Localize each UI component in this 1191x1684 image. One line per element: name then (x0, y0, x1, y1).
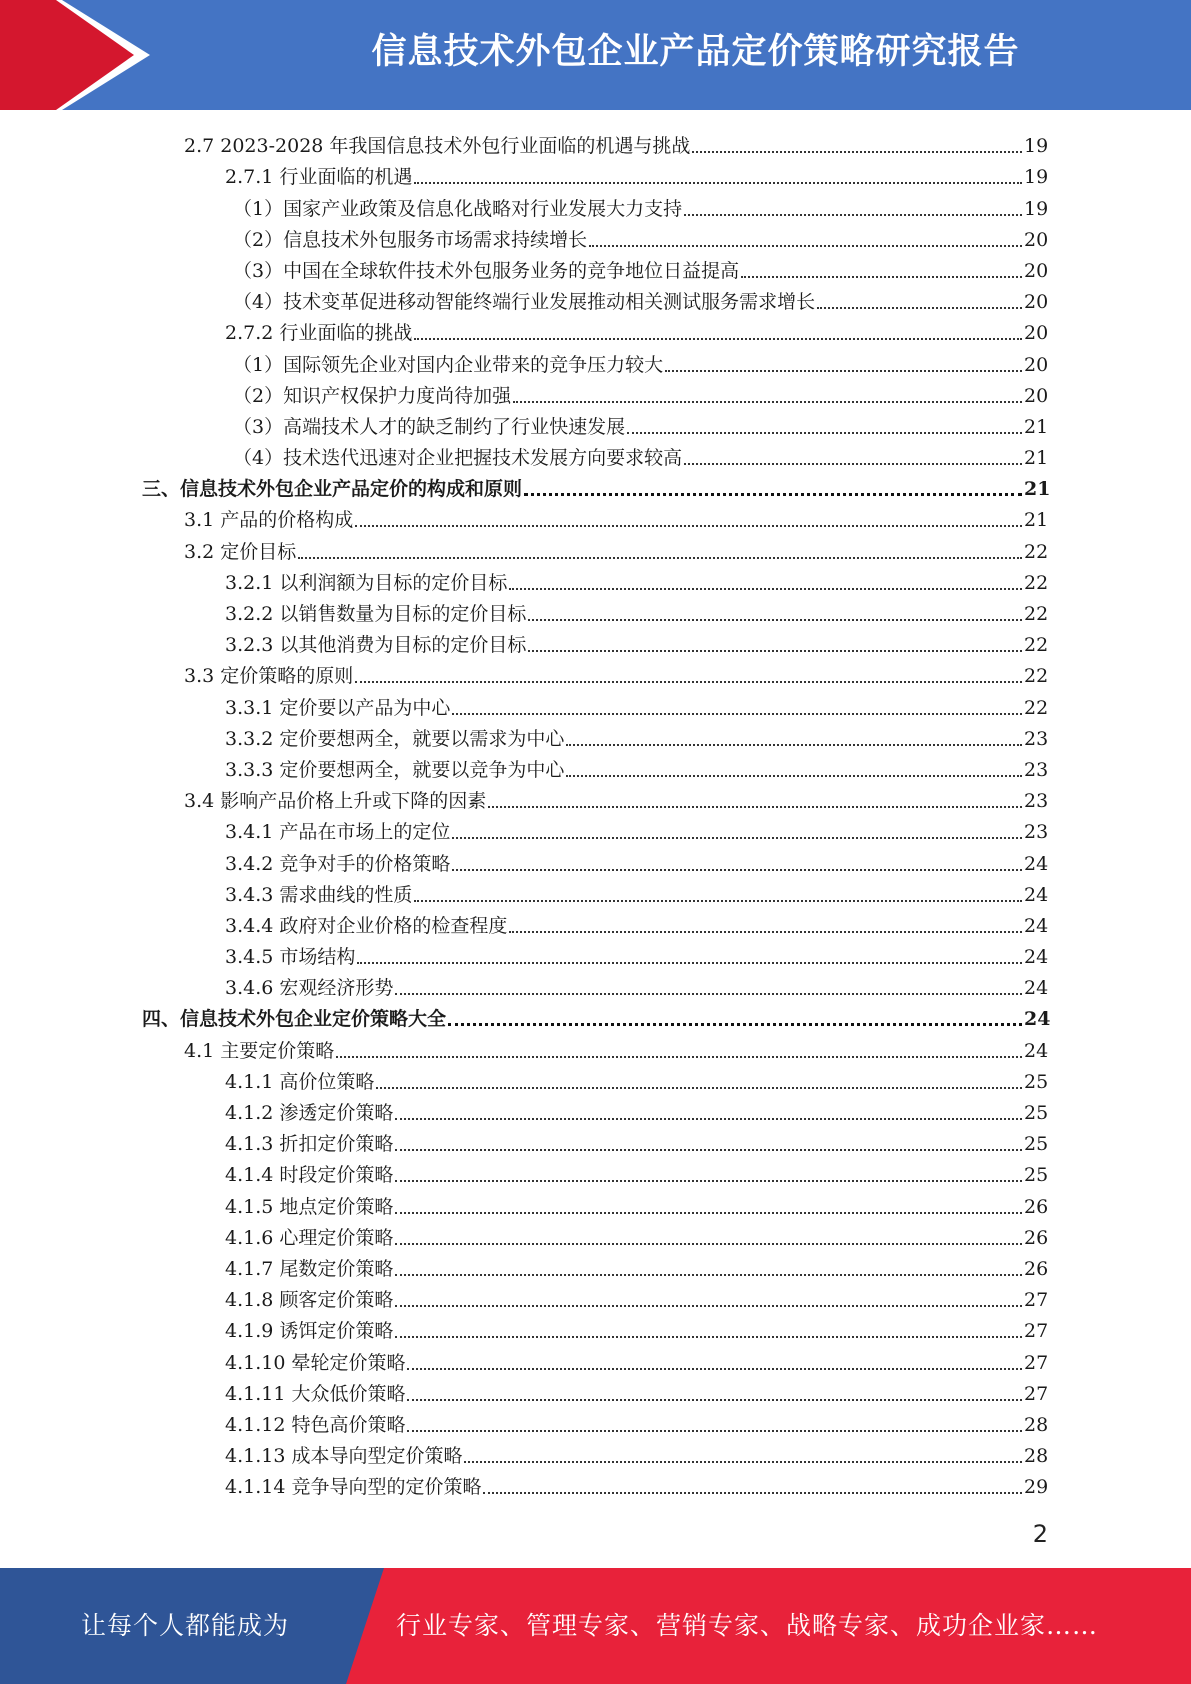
toc-entry-page: 22 (1024, 665, 1049, 688)
toc-entry-page: 27 (1024, 1351, 1049, 1374)
toc-entry[interactable] (0, 221, 1191, 252)
toc-leader-dots (407, 1395, 1022, 1401)
toc-leader-dots (524, 489, 1022, 496)
toc-leader-dots (452, 833, 1022, 839)
toc-entry-title: 3.4.2 竞争对手的价格策略 (225, 852, 451, 875)
toc-entry-title: 4.1.7 尾数定价策略 (225, 1257, 394, 1280)
document-header (0, 0, 1191, 110)
toc-entry[interactable] (0, 1125, 1191, 1156)
toc-entry-page: 20 (1024, 259, 1049, 282)
toc-entry-title: 4.1.5 地点定价策略 (225, 1195, 394, 1218)
toc-entry-page: 19 (1024, 135, 1049, 158)
toc-entry-title: 3.3.2 定价要想两全，就要以需求为中心 (225, 727, 565, 750)
toc-entry[interactable] (0, 626, 1191, 657)
toc-entry[interactable] (0, 1250, 1191, 1281)
toc-entry-title: 2.7.1 行业面临的机遇 (225, 166, 413, 189)
toc-entry-page: 20 (1024, 291, 1049, 314)
toc-entry-page: 27 (1024, 1289, 1049, 1312)
toc-entry-page: 20 (1024, 228, 1049, 251)
toc-leader-dots (566, 771, 1022, 777)
toc-leader-dots (355, 521, 1022, 527)
toc-leader-dots (509, 927, 1022, 933)
footer-slogan: 让每个人都能成为 (80, 1611, 289, 1640)
toc-entry[interactable] (0, 439, 1191, 470)
toc-entry[interactable] (0, 1031, 1191, 1062)
toc-entry-title: （3）高端技术人才的缺乏制约了行业快速发展 (233, 415, 626, 438)
toc-entry[interactable] (0, 1187, 1191, 1218)
toc-entry[interactable] (0, 907, 1191, 938)
toc-entry-title: 4.1.1 高价位策略 (225, 1070, 375, 1093)
toc-entry[interactable] (0, 1219, 1191, 1250)
toc-entry-title: 3.4.1 产品在市场上的定位 (225, 821, 451, 844)
toc-entry-page: 27 (1024, 1320, 1049, 1343)
toc-entry-title: 4.1.13 成本导向型定价策略 (225, 1445, 463, 1468)
toc-entry[interactable] (0, 688, 1191, 719)
toc-leader-dots (448, 1019, 1022, 1026)
toc-entry-page: 20 (1024, 384, 1049, 407)
table-of-contents (0, 127, 1191, 1499)
toc-leader-dots (483, 1488, 1022, 1494)
toc-entry[interactable] (0, 720, 1191, 751)
toc-entry-page: 21 (1024, 509, 1049, 532)
toc-entry-page: 24 (1024, 914, 1049, 937)
toc-entry-title: 4.1.8 顾客定价策略 (225, 1289, 394, 1312)
toc-entry-page: 24 (1024, 977, 1049, 1000)
toc-entry-title: 3.4.6 宏观经济形势 (225, 977, 394, 1000)
toc-entry-page: 23 (1024, 821, 1049, 844)
chevron-arrow-icon (0, 0, 160, 110)
toc-entry-title: （4）技术迭代迅速对企业把握技术发展方向要求较高 (233, 447, 683, 470)
toc-leader-dots (684, 210, 1022, 216)
toc-entry[interactable] (0, 252, 1191, 283)
toc-chapter-entry[interactable] (0, 470, 1191, 501)
toc-leader-dots (665, 366, 1022, 372)
toc-entry-page: 21 (1024, 415, 1049, 438)
toc-leader-dots (464, 1457, 1022, 1463)
toc-entry[interactable] (0, 969, 1191, 1000)
toc-entry[interactable] (0, 1156, 1191, 1187)
toc-entry-page: 23 (1024, 727, 1049, 750)
toc-leader-dots (395, 1176, 1022, 1182)
toc-entry-page: 21 (1024, 478, 1051, 501)
toc-entry-page: 19 (1024, 197, 1049, 220)
toc-entry-title: 3.4 影响产品价格上升或下降的因素 (184, 790, 487, 813)
toc-entry[interactable] (0, 377, 1191, 408)
toc-entry-title: 3.2 定价目标 (184, 540, 297, 563)
toc-entry[interactable] (0, 844, 1191, 875)
toc-entry-title: （1）国际领先企业对国内企业带来的竞争压力较大 (233, 353, 664, 376)
toc-entry-page: 26 (1024, 1226, 1049, 1249)
toc-entry-page: 23 (1024, 758, 1049, 781)
toc-entry[interactable] (0, 314, 1191, 345)
toc-leader-dots (395, 1332, 1022, 1338)
toc-leader-dots (684, 459, 1022, 465)
toc-leader-dots (395, 1301, 1022, 1307)
toc-entry[interactable] (0, 1094, 1191, 1125)
toc-entry-title: （4）技术变革促进移动智能终端行业发展推动相关测试服务需求增长 (233, 291, 816, 314)
toc-entry-page: 23 (1024, 790, 1049, 813)
toc-entry-page: 21 (1024, 447, 1049, 470)
toc-entry[interactable] (0, 782, 1191, 813)
toc-entry-title: （1）国家产业政策及信息化战略对行业发展大力支持 (233, 197, 683, 220)
toc-entry-page: 20 (1024, 322, 1049, 345)
toc-entry[interactable] (0, 1406, 1191, 1437)
toc-entry[interactable] (0, 564, 1191, 595)
toc-entry-title: 3.4.5 市场结构 (225, 946, 356, 969)
toc-leader-dots (395, 1145, 1022, 1151)
toc-entry[interactable] (0, 158, 1191, 189)
toc-entry[interactable] (0, 1375, 1191, 1406)
toc-entry[interactable] (0, 532, 1191, 563)
toc-entry-title: 4.1.3 折扣定价策略 (225, 1133, 394, 1156)
toc-entry-title: 3.2.1 以利润额为目标的定价目标 (225, 571, 508, 594)
toc-entry-title: 4.1.12 特色高价策略 (225, 1413, 406, 1436)
toc-entry-title: 4.1.14 竞争导向型的定价策略 (225, 1476, 482, 1499)
toc-entry-title: （2）信息技术外包服务市场需求持续增长 (233, 228, 588, 251)
toc-entry[interactable] (0, 189, 1191, 220)
toc-leader-dots (589, 241, 1022, 247)
toc-leader-dots (336, 1052, 1022, 1058)
toc-entry-page: 25 (1024, 1070, 1049, 1093)
toc-entry-title: 三、信息技术外包企业产品定价的构成和原则 (142, 478, 523, 501)
toc-entry-page: 29 (1024, 1476, 1049, 1499)
toc-leader-dots (488, 802, 1022, 808)
toc-entry-page: 28 (1024, 1445, 1049, 1468)
toc-entry-title: 3.1 产品的价格构成 (184, 509, 354, 532)
toc-leader-dots (741, 272, 1022, 278)
toc-leader-dots (817, 303, 1022, 309)
toc-leader-dots (452, 865, 1022, 871)
footer-expert-list: 行业专家、管理专家、营销专家、战略专家、成功企业家…… (396, 1611, 1099, 1640)
toc-entry[interactable] (0, 501, 1191, 532)
toc-entry-title: 2.7.2 行业面临的挑战 (225, 322, 413, 345)
toc-entry-title: 4.1.6 心理定价策略 (225, 1226, 394, 1249)
toc-entry[interactable] (0, 876, 1191, 907)
toc-leader-dots (528, 615, 1022, 621)
toc-entry-title: 3.4.3 需求曲线的性质 (225, 883, 413, 906)
toc-entry-page: 22 (1024, 540, 1049, 563)
toc-entry-page: 25 (1024, 1102, 1049, 1124)
toc-entry-title: 3.3 定价策略的原则 (184, 665, 354, 688)
toc-entry-title: 3.3.3 定价要想两全，就要以竞争为中心 (225, 758, 565, 781)
toc-leader-dots (414, 334, 1022, 340)
toc-leader-dots (528, 646, 1022, 652)
toc-leader-dots (355, 677, 1022, 683)
toc-entry-title: （3）中国在全球软件技术外包服务业务的竞争地位日益提高 (233, 259, 740, 282)
toc-leader-dots (357, 958, 1022, 964)
toc-leader-dots (395, 1208, 1022, 1214)
toc-leader-dots (407, 1364, 1022, 1370)
toc-entry[interactable] (0, 127, 1191, 158)
toc-entry[interactable] (0, 1063, 1191, 1094)
toc-entry-title: 3.2.2 以销售数量为目标的定价目标 (225, 603, 527, 625)
toc-entry-page: 25 (1024, 1133, 1049, 1156)
toc-entry[interactable] (0, 345, 1191, 376)
toc-entry-title: 4.1.2 渗透定价策略 (225, 1102, 394, 1124)
toc-entry-title: 3.4.4 政府对企业价格的检查程度 (225, 914, 508, 937)
toc-entry-page: 26 (1024, 1195, 1049, 1218)
toc-entry-title: 3.3.1 定价要以产品为中心 (225, 696, 451, 719)
toc-entry-page: 24 (1024, 1008, 1051, 1031)
toc-chapter-entry[interactable] (0, 1000, 1191, 1031)
page-number: 2 (1032, 1520, 1048, 1548)
document-title: 信息技术外包企业产品定价策略研究报告 (371, 32, 1020, 72)
toc-entry-page: 19 (1024, 166, 1049, 189)
toc-entry[interactable] (0, 283, 1191, 314)
toc-entry-page: 24 (1024, 1039, 1049, 1062)
toc-leader-dots (513, 397, 1022, 403)
toc-leader-dots (395, 1239, 1022, 1245)
toc-leader-dots (376, 1083, 1022, 1089)
toc-entry-page: 24 (1024, 883, 1049, 906)
toc-leader-dots (407, 1426, 1022, 1432)
toc-entry-title: 4.1.4 时段定价策略 (225, 1164, 394, 1187)
toc-entry-title: 4.1 主要定价策略 (184, 1039, 335, 1062)
toc-entry-page: 28 (1024, 1413, 1049, 1436)
toc-entry[interactable] (0, 1343, 1191, 1374)
document-footer (0, 1568, 1191, 1684)
toc-entry-page: 22 (1024, 634, 1049, 657)
toc-entry-page: 25 (1024, 1164, 1049, 1187)
toc-entry-page: 27 (1024, 1382, 1049, 1405)
toc-entry-page: 22 (1024, 571, 1049, 594)
toc-entry[interactable] (0, 1437, 1191, 1468)
toc-leader-dots (414, 178, 1022, 184)
toc-entry[interactable] (0, 1281, 1191, 1312)
toc-entry-title: 4.1.9 诱饵定价策略 (225, 1320, 394, 1343)
toc-entry[interactable] (0, 657, 1191, 688)
toc-entry-title: 2.7 2023-2028 年我国信息技术外包行业面临的机遇与挑战 (184, 135, 691, 158)
toc-entry[interactable] (0, 751, 1191, 782)
toc-leader-dots (452, 709, 1022, 715)
toc-entry-page: 24 (1024, 946, 1049, 969)
toc-entry-title: （2）知识产权保护力度尚待加强 (233, 384, 512, 407)
toc-entry-page: 22 (1024, 696, 1049, 719)
toc-entry-page: 26 (1024, 1257, 1049, 1280)
toc-leader-dots (692, 147, 1022, 153)
toc-entry[interactable] (0, 813, 1191, 844)
toc-entry[interactable] (0, 1312, 1191, 1343)
toc-entry-title: 3.2.3 以其他消费为目标的定价目标 (225, 634, 527, 657)
toc-entry-page: 24 (1024, 852, 1049, 875)
toc-entry-title: 4.1.10 晕轮定价策略 (225, 1351, 406, 1374)
toc-entry[interactable] (0, 595, 1191, 626)
toc-entry[interactable] (0, 408, 1191, 439)
toc-entry-page: 22 (1024, 603, 1049, 625)
toc-entry-page: 20 (1024, 353, 1049, 376)
toc-leader-dots (627, 428, 1022, 434)
toc-leader-dots (414, 896, 1022, 902)
toc-leader-dots (566, 740, 1022, 746)
toc-entry[interactable] (0, 1468, 1191, 1499)
toc-leader-dots (395, 1270, 1022, 1276)
toc-entry[interactable] (0, 938, 1191, 969)
toc-entry-title: 4.1.11 大众低价策略 (225, 1382, 406, 1405)
toc-leader-dots (509, 584, 1022, 590)
toc-leader-dots (298, 553, 1022, 559)
toc-entry-title: 四、信息技术外包企业定价策略大全 (142, 1008, 447, 1031)
toc-leader-dots (395, 1114, 1022, 1120)
toc-leader-dots (395, 989, 1022, 995)
